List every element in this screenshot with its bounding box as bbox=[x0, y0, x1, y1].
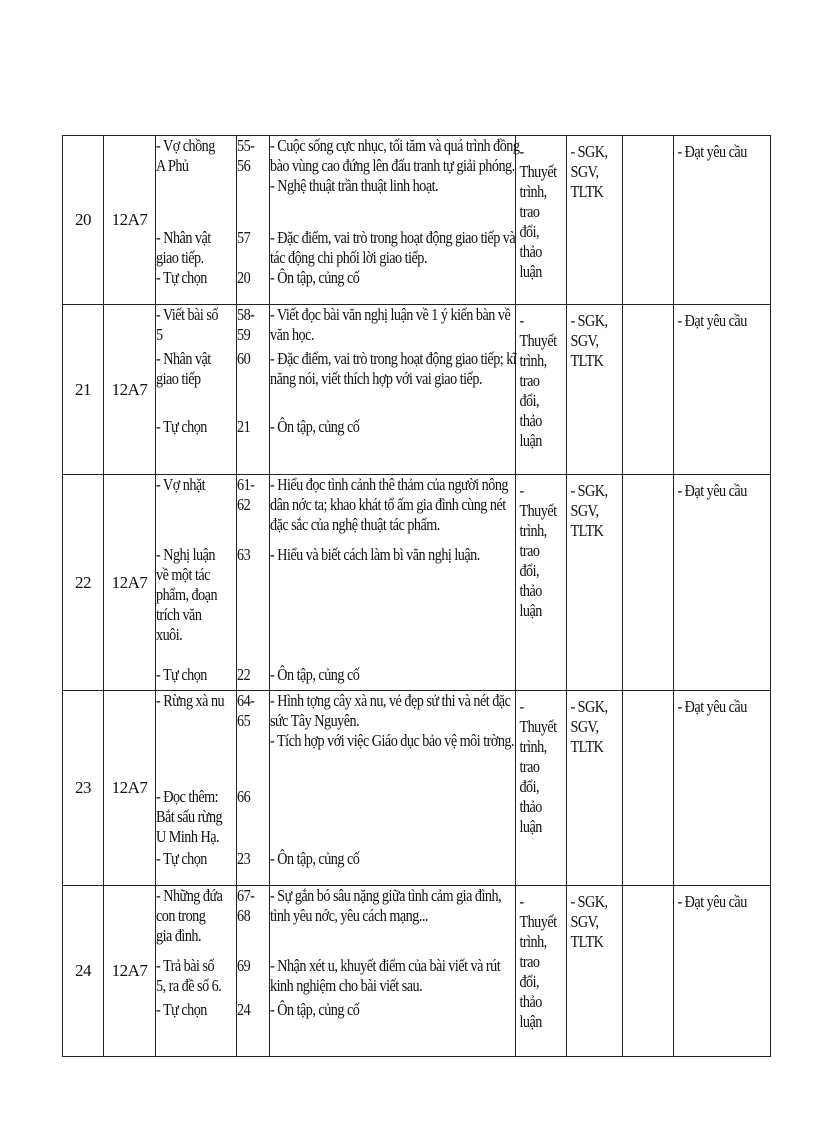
lesson-period: 69 bbox=[237, 956, 251, 975]
materials-cell bbox=[567, 305, 623, 475]
week-number-cell bbox=[63, 691, 104, 886]
lesson-period: 24 bbox=[237, 1000, 251, 1019]
week-number-cell bbox=[63, 305, 104, 475]
lesson-name-cell bbox=[156, 886, 237, 1057]
lesson-period: 63 bbox=[237, 545, 251, 564]
table-row bbox=[63, 475, 771, 691]
lesson-name: - Viết bài số 5 bbox=[156, 305, 218, 344]
result-cell bbox=[674, 886, 771, 1057]
lesson-name: - Tự chọn bbox=[156, 268, 207, 287]
lesson-period: 55- 56 bbox=[237, 136, 255, 175]
lesson-name: - Những đứa con trong gia đình. bbox=[156, 886, 223, 945]
class-cell bbox=[104, 886, 156, 1057]
class-name: 12A7 bbox=[111, 572, 148, 592]
period-cell bbox=[237, 886, 270, 1057]
lesson-name: - Vợ nhặt bbox=[156, 475, 206, 494]
lesson-name: - Trả bài số 5, ra đề số 6. bbox=[156, 956, 222, 995]
class-name: 12A7 bbox=[111, 379, 148, 399]
class-name: 12A7 bbox=[111, 778, 148, 797]
week-number: 20 bbox=[75, 210, 91, 229]
table-row bbox=[63, 886, 771, 1057]
table-body bbox=[63, 136, 771, 1057]
teaching-materials: - SGK, SGV, TLTK bbox=[570, 142, 608, 201]
week-number-cell bbox=[63, 475, 104, 691]
materials-cell bbox=[567, 886, 623, 1057]
lesson-content: - Ôn tập, củng cố bbox=[270, 849, 360, 868]
week-number: 23 bbox=[75, 778, 91, 797]
result: - Đạt yêu cầu bbox=[677, 697, 747, 716]
lesson-period: 66 bbox=[237, 787, 251, 806]
table-row bbox=[63, 136, 771, 305]
lesson-period: 64- 65 bbox=[237, 691, 255, 730]
lesson-plan-table bbox=[62, 135, 771, 1057]
class-cell bbox=[104, 691, 156, 886]
period-cell bbox=[237, 691, 270, 886]
lesson-name: - Rừng xà nu bbox=[156, 691, 225, 710]
result-cell bbox=[674, 691, 771, 886]
lesson-name: - Nhân vật giao tiếp bbox=[156, 349, 211, 388]
note-cell bbox=[623, 136, 674, 305]
period-cell bbox=[237, 305, 270, 475]
lesson-period: 20 bbox=[237, 268, 251, 287]
note-cell bbox=[623, 305, 674, 475]
lesson-content: - Hiểu và biết cách làm bì văn nghị luận. bbox=[270, 545, 480, 564]
week-number-cell bbox=[63, 886, 104, 1057]
lesson-name: - Nghị luận về một tác phẩm, đoạn trích văn xuôi. bbox=[156, 545, 218, 644]
note-cell bbox=[623, 886, 674, 1057]
note-cell bbox=[623, 691, 674, 886]
content-cell bbox=[270, 305, 516, 475]
teaching-method: - Thuyết trình, trao đổi, thảo luận bbox=[519, 481, 557, 620]
materials-cell bbox=[567, 136, 623, 305]
materials-cell bbox=[567, 691, 623, 886]
period-cell bbox=[237, 475, 270, 691]
result: - Đạt yêu cầu bbox=[677, 142, 747, 161]
table-row bbox=[63, 305, 771, 475]
lesson-content: - Ôn tập, củng cố bbox=[270, 1000, 360, 1019]
lesson-name-cell bbox=[156, 136, 237, 305]
week-number: 22 bbox=[75, 572, 91, 592]
week-number: 24 bbox=[75, 961, 91, 980]
lesson-content: - Đặc điểm, vai trò trong hoạt động giao tiếp và tác động chi phối lời giao tiếp. bbox=[270, 228, 516, 267]
teaching-materials: - SGK, SGV, TLTK bbox=[570, 311, 608, 370]
lesson-content: - Viết đọc bài văn nghị luận về 1 ý kiến bàn về văn học. bbox=[270, 305, 511, 344]
period-cell bbox=[237, 136, 270, 305]
lesson-content: - Hiểu đọc tình cảnh thê thảm của người nông dân nớc ta; khao khát tổ ấm gia đình cùng nét đặc sắc của nghệ thuật tác phẩm. bbox=[270, 475, 508, 534]
class-cell bbox=[104, 136, 156, 305]
lesson-name: - Tự chọn bbox=[156, 1000, 207, 1019]
materials-cell bbox=[567, 475, 623, 691]
lesson-content: - Sự gắn bó sâu nặng giữa tình cảm gia đình, tình yêu nớc, yêu cách mạng... bbox=[270, 886, 502, 925]
lesson-name-cell bbox=[156, 475, 237, 691]
lesson-name: - Nhân vật giao tiếp. bbox=[156, 228, 211, 267]
lesson-name: - Tự chọn bbox=[156, 417, 207, 436]
result: - Đạt yêu cầu bbox=[677, 311, 747, 330]
lesson-content: - Đặc điểm, vai trò trong hoạt động giao tiếp; kĩ năng nói, viết thích hợp với vai giao tiếp. bbox=[270, 349, 517, 388]
lesson-period: 21 bbox=[237, 417, 251, 436]
teaching-method: - Thuyết trình, trao đổi, thảo luận bbox=[519, 892, 557, 1031]
lesson-content: - Hình tợng cây xà nu, vẻ đẹp sử thi và nét đặc sức Tây Nguyên. - Tích hợp với việc Giáo dục bảo vệ môi trờng. bbox=[270, 691, 515, 750]
content-cell bbox=[270, 475, 516, 691]
lesson-content: - Ôn tập, củng cố bbox=[270, 417, 360, 436]
lesson-name: - Tự chọn bbox=[156, 665, 207, 684]
class-name: 12A7 bbox=[111, 210, 148, 229]
lesson-period: 61- 62 bbox=[237, 475, 255, 514]
method-cell bbox=[516, 475, 567, 691]
teaching-materials: - SGK, SGV, TLTK bbox=[570, 481, 608, 540]
content-cell bbox=[270, 691, 516, 886]
class-name: 12A7 bbox=[111, 961, 148, 980]
lesson-content: - Cuộc sống cực nhục, tối tăm và quá trình đồng bào vùng cao đứng lên đấu tranh tự giải phóng. - Nghệ thuật trần thuật linh hoạt. bbox=[270, 136, 520, 195]
lesson-content: - Nhận xét u, khuyết điểm của bài viết và rút kinh nghiệm cho bài viết sau. bbox=[270, 956, 501, 995]
result-cell bbox=[674, 136, 771, 305]
class-cell bbox=[104, 475, 156, 691]
lesson-name-cell bbox=[156, 305, 237, 475]
lesson-content: - Ôn tập, củng cố bbox=[270, 665, 360, 684]
teaching-materials: - SGK, SGV, TLTK bbox=[570, 697, 608, 756]
week-number: 21 bbox=[75, 379, 91, 399]
lesson-period: 57 bbox=[237, 228, 251, 247]
method-cell bbox=[516, 886, 567, 1057]
lesson-content: - Ôn tập, củng cố bbox=[270, 268, 360, 287]
method-cell bbox=[516, 136, 567, 305]
lesson-period: 58- 59 bbox=[237, 305, 255, 344]
method-cell bbox=[516, 305, 567, 475]
teaching-method: - Thuyết trình, trao đổi, thảo luận bbox=[519, 311, 557, 450]
lesson-name-cell bbox=[156, 691, 237, 886]
teaching-method: - Thuyết trình, trao đổi, thảo luận bbox=[519, 142, 557, 281]
week-number-cell bbox=[63, 136, 104, 305]
lesson-name: - Tự chọn bbox=[156, 849, 207, 868]
lesson-name: - Vợ chồng A Phủ bbox=[156, 136, 215, 175]
result-cell bbox=[674, 475, 771, 691]
content-cell bbox=[270, 136, 520, 305]
teaching-method: - Thuyết trình, trao đổi, thảo luận bbox=[519, 697, 557, 836]
table-row bbox=[63, 691, 771, 886]
result-cell bbox=[674, 305, 771, 475]
lesson-period: 22 bbox=[237, 665, 251, 684]
result: - Đạt yêu cầu bbox=[677, 892, 747, 911]
lesson-name: - Đọc thêm: Bắt sấu rừng U Minh Hạ. bbox=[156, 787, 223, 846]
method-cell bbox=[516, 691, 567, 886]
result: - Đạt yêu cầu bbox=[677, 481, 747, 500]
lesson-period: 23 bbox=[237, 849, 251, 868]
class-cell bbox=[104, 305, 156, 475]
lesson-period: 67- 68 bbox=[237, 886, 255, 925]
note-cell bbox=[623, 475, 674, 691]
teaching-materials: - SGK, SGV, TLTK bbox=[570, 892, 608, 951]
lesson-period: 60 bbox=[237, 349, 251, 368]
content-cell bbox=[270, 886, 516, 1057]
lesson-plan-page bbox=[62, 135, 770, 1057]
